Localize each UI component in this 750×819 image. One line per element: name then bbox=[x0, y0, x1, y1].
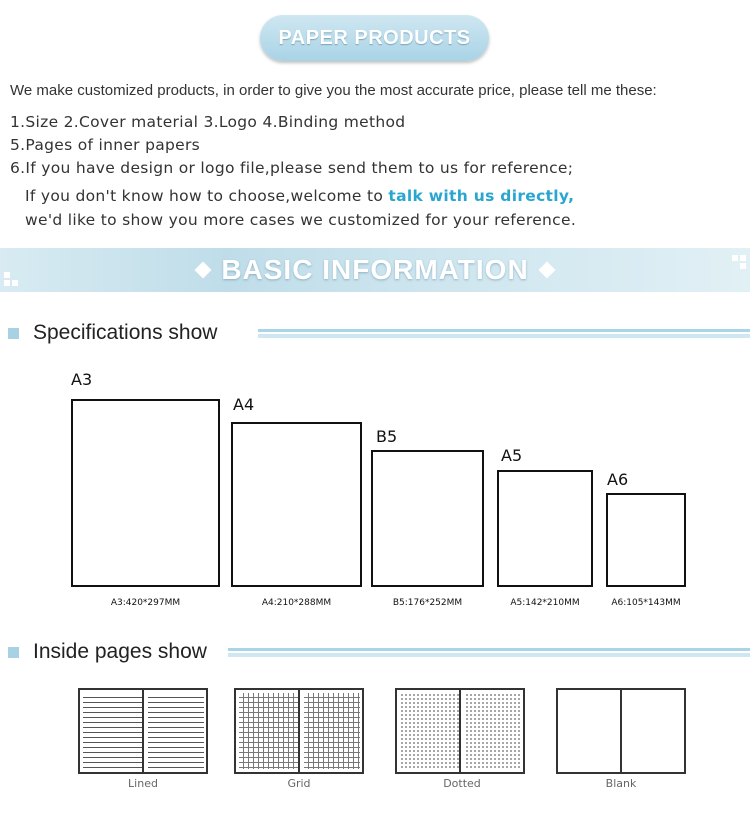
specifications-title: Specifications show bbox=[33, 321, 218, 344]
size-label-a3: A3 bbox=[71, 370, 93, 389]
intro-text: We make customized products, in order to give you the most accurate price, please tell me these: bbox=[10, 82, 657, 99]
size-label-a4: A4 bbox=[233, 395, 255, 414]
size-box-b5 bbox=[371, 450, 484, 587]
contact-line bbox=[25, 187, 574, 205]
page-lined-left bbox=[83, 693, 142, 769]
notebook-blank bbox=[556, 688, 686, 774]
page-lined-right bbox=[148, 693, 204, 769]
header-title: PAPER PRODUCTS bbox=[278, 26, 471, 49]
notebook-grid bbox=[234, 688, 364, 774]
contact-prefix: If you don't know how to choose,welcome to bbox=[25, 187, 389, 205]
size-box-a5 bbox=[497, 470, 593, 587]
notebook-spine bbox=[620, 690, 622, 772]
requirement-line-3: 6.If you have design or logo file,please send them to us for reference; bbox=[10, 159, 574, 177]
size-caption-a4: A4:210*288MM bbox=[261, 598, 332, 608]
requirement-line-2: 5.Pages of inner papers bbox=[10, 136, 201, 154]
section-square-icon bbox=[8, 647, 19, 658]
size-label-a5: A5 bbox=[501, 446, 523, 465]
page-dotted-right bbox=[465, 693, 521, 769]
header-pill bbox=[260, 15, 489, 61]
page-grid-right bbox=[304, 693, 360, 769]
size-label-a6: A6 bbox=[607, 470, 629, 489]
page-dotted-left bbox=[400, 693, 459, 769]
page-grid-left bbox=[239, 693, 298, 769]
requirement-line-1: 1.Size 2.Cover material 3.Logo 4.Binding method bbox=[10, 113, 406, 131]
notebook-caption-blank: Blank bbox=[605, 777, 637, 790]
closing-line: we'd like to show you more cases we customized for your reference. bbox=[25, 211, 577, 229]
notebook-caption-grid: Grid bbox=[287, 777, 311, 790]
size-label-b5: B5 bbox=[376, 427, 398, 446]
banner-title: BASIC INFORMATION bbox=[221, 254, 529, 285]
size-box-a4 bbox=[231, 422, 362, 587]
section-divider bbox=[228, 648, 750, 657]
size-caption-b5: B5:176*252MM bbox=[392, 598, 463, 608]
section-divider bbox=[258, 329, 750, 338]
section-square-icon bbox=[8, 328, 19, 339]
notebook-spine bbox=[142, 690, 144, 772]
size-caption-a6: A6:105*143MM bbox=[611, 598, 681, 608]
banner-title-wrap bbox=[0, 248, 750, 292]
size-caption-a3: A3:420*297MM bbox=[110, 598, 181, 608]
size-caption-a5: A5:142*210MM bbox=[510, 598, 580, 608]
diamond-icon bbox=[195, 262, 212, 279]
inside-pages-title: Inside pages show bbox=[33, 640, 207, 663]
notebook-spine bbox=[298, 690, 300, 772]
notebook-lined bbox=[78, 688, 208, 774]
notebook-caption-lined: Lined bbox=[128, 777, 158, 790]
notebook-spine bbox=[459, 690, 461, 772]
diamond-icon bbox=[538, 262, 555, 279]
size-box-a6 bbox=[606, 493, 686, 587]
size-box-a3 bbox=[71, 399, 220, 587]
notebook-caption-dotted: Dotted bbox=[443, 777, 481, 790]
notebook-dotted bbox=[395, 688, 525, 774]
contact-link[interactable]: talk with us directly, bbox=[388, 187, 575, 205]
